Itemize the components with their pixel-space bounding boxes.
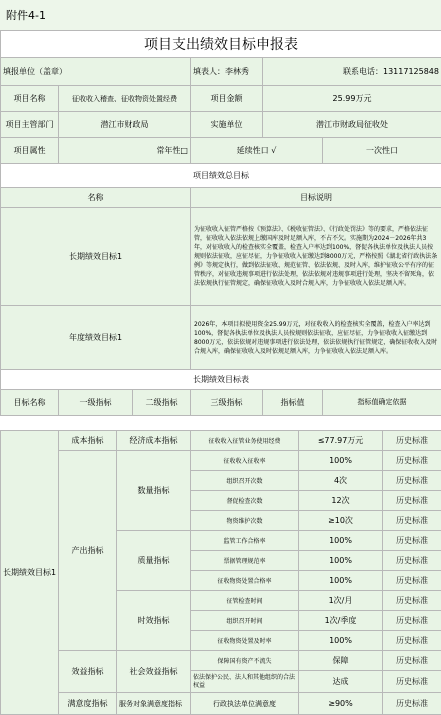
table-row [1, 693, 441, 715]
indicator-basis: 历史标准 [383, 531, 441, 551]
department-label: 项目主管部门 [1, 112, 59, 138]
indicator-value: ≤77.97万元 [299, 431, 383, 451]
header-level2: 二级指标 [133, 390, 191, 416]
level3-indicator: 保障国有资产不流失 [191, 651, 299, 671]
indicator-value: ≥10次 [299, 511, 383, 531]
level3-indicator: 征收物资处置合格率 [191, 571, 299, 591]
form-title: 项目支出绩效目标申报表 [1, 31, 441, 58]
implementer-label: 实施单位 [191, 112, 263, 138]
level3-indicator: 组织召开次数 [191, 471, 299, 491]
indicator-value: 1次/季度 [299, 611, 383, 631]
level3-indicator: 依法保护公民、法人和其他组织的合法权益 [191, 671, 299, 693]
level3-indicator: 票据管理规范率 [191, 551, 299, 571]
project-amount-label: 项目金额 [191, 86, 263, 112]
project-attribute-label: 项目属性 [1, 138, 59, 164]
filling-unit-label: 填报单位（盖章） [1, 58, 191, 86]
level2-social: 社会效益指标 [117, 651, 191, 693]
level1-output: 产出指标 [59, 451, 117, 651]
department-value: 潜江市财政局 [59, 112, 191, 138]
header-goal-name: 目标名称 [1, 390, 59, 416]
indicator-basis: 历史标准 [383, 611, 441, 631]
indicator-basis: 历史标准 [383, 693, 441, 715]
goal-desc-header: 目标说明 [191, 188, 441, 208]
indicator-goal-name: 长期绩效目标1 [1, 431, 59, 715]
level1-satisfaction: 满意度指标 [59, 693, 117, 715]
level2-service: 服务对象满意度指标 [117, 693, 191, 715]
attribute-once: 一次性口 [323, 138, 441, 164]
long-term-goal-description: 为征收收入征管严格按《预算法》、《税收征管法》、《行政处罚法》等的要求，严格依法征管，征收收入依法依规上缴国库及时足额入库，不占不欠。实施期为2024－2026年共3年，对征收收入的检查核实全覆盖，检查入户率达到100%，督促各执法单位及执法人员按规则依法征收，应征尽征，力争征收收入征缴达到8000万元，严格按照《湖北省行政执法条例》等规定执行，做到依法征收、规范征管、依法依规、及时入库，维护征收公平有序的征管秩序，对征收违规事项进行依法处理，依法依规对违规事项进行处理，坚决不留死角，依法依规执行征管规定，确保征收收入及时合规入库，力争征收收入依法足额入库。 [191, 208, 441, 306]
level2-econ-cost: 经济成本指标 [117, 431, 191, 451]
filler-name: 填表人：李林秀 [191, 58, 263, 86]
table-row [1, 431, 441, 451]
indicator-value: 12次 [299, 491, 383, 511]
attribute-extended: 延续性口 √ [191, 138, 323, 164]
indicator-section-title: 长期绩效目标表 [1, 370, 441, 390]
indicator-value: 100% [299, 571, 383, 591]
level3-indicator: 行政执法单位满意度 [191, 693, 299, 715]
indicator-basis: 历史标准 [383, 451, 441, 471]
indicator-basis: 历史标准 [383, 671, 441, 693]
indicator-table [0, 430, 441, 715]
attachment-bar [0, 0, 441, 31]
level3-indicator: 征收收入征管业务使用经费 [191, 431, 299, 451]
table-row [1, 451, 441, 471]
level3-indicator: 物资维护次数 [191, 511, 299, 531]
goal-name-header: 名称 [1, 188, 191, 208]
indicator-basis: 历史标准 [383, 511, 441, 531]
table-row [1, 651, 441, 671]
level3-indicator: 征管检查时间 [191, 591, 299, 611]
long-term-goal-name: 长期绩效目标1 [1, 208, 191, 306]
indicator-value: 100% [299, 631, 383, 651]
indicator-value: 4次 [299, 471, 383, 491]
attribute-regular: 常年性□ [59, 138, 191, 164]
attachment-label: 附件4-1 [6, 7, 46, 23]
level3-indicator: 组织召开时间 [191, 611, 299, 631]
indicator-basis: 历史标准 [383, 551, 441, 571]
indicator-value: 达成 [299, 671, 383, 693]
header-basis: 指标值确定依据 [323, 390, 441, 416]
project-name-value: 征收收入稽查、征收物资处置经费 [59, 86, 191, 112]
annual-goal-name: 年度绩效目标1 [1, 306, 191, 370]
indicator-value: 100% [299, 531, 383, 551]
level2-timeliness: 时效指标 [117, 591, 191, 651]
indicator-value: 100% [299, 551, 383, 571]
level3-indicator: 督促检查次数 [191, 491, 299, 511]
indicator-basis: 历史标准 [383, 631, 441, 651]
level2-quantity: 数量指标 [117, 451, 191, 531]
indicator-value: 1次/月 [299, 591, 383, 611]
contact-phone: 联系电话：13117125848 [263, 58, 441, 86]
indicator-value: ≥90% [299, 693, 383, 715]
implementer-value: 潜江市财政局征收处 [263, 112, 441, 138]
indicator-value: 100% [299, 451, 383, 471]
indicator-basis: 历史标准 [383, 431, 441, 451]
indicator-basis: 历史标准 [383, 571, 441, 591]
level3-indicator: 征收收入征收率 [191, 451, 299, 471]
annual-goal-description: 2026年，本项目拟使用资金25.99万元，对征收收入的检查核实全覆盖，检查入户率达到100%，督促各执法单位及执法人员按规则依法征收，应征尽征，力争征收收入征缴达到8000万元，依法依规对违规事项进行依法处理，依法依规执行征管规定，确保征收收入及时合规入库，确保征收收入及时依规足额入库，力争征收收入依法足额入库。 [191, 306, 441, 370]
header-level1: 一级指标 [59, 390, 133, 416]
level1-benefit: 效益指标 [59, 651, 117, 693]
level3-indicator: 监管工作合格率 [191, 531, 299, 551]
indicator-basis: 历史标准 [383, 471, 441, 491]
indicator-basis: 历史标准 [383, 651, 441, 671]
level2-quality: 质量指标 [117, 531, 191, 591]
form-table [0, 30, 441, 416]
header-level3: 三级指标 [191, 390, 263, 416]
header-value: 指标值 [263, 390, 323, 416]
indicator-value: 保障 [299, 651, 383, 671]
indicator-basis: 历史标准 [383, 591, 441, 611]
level3-indicator: 征收物资处置及时率 [191, 631, 299, 651]
overall-goal-section-title: 项目绩效总目标 [1, 164, 441, 188]
indicator-basis: 历史标准 [383, 491, 441, 511]
project-name-label: 项目名称 [1, 86, 59, 112]
level1-cost: 成本指标 [59, 431, 117, 451]
project-amount-value: 25.99万元 [263, 86, 441, 112]
